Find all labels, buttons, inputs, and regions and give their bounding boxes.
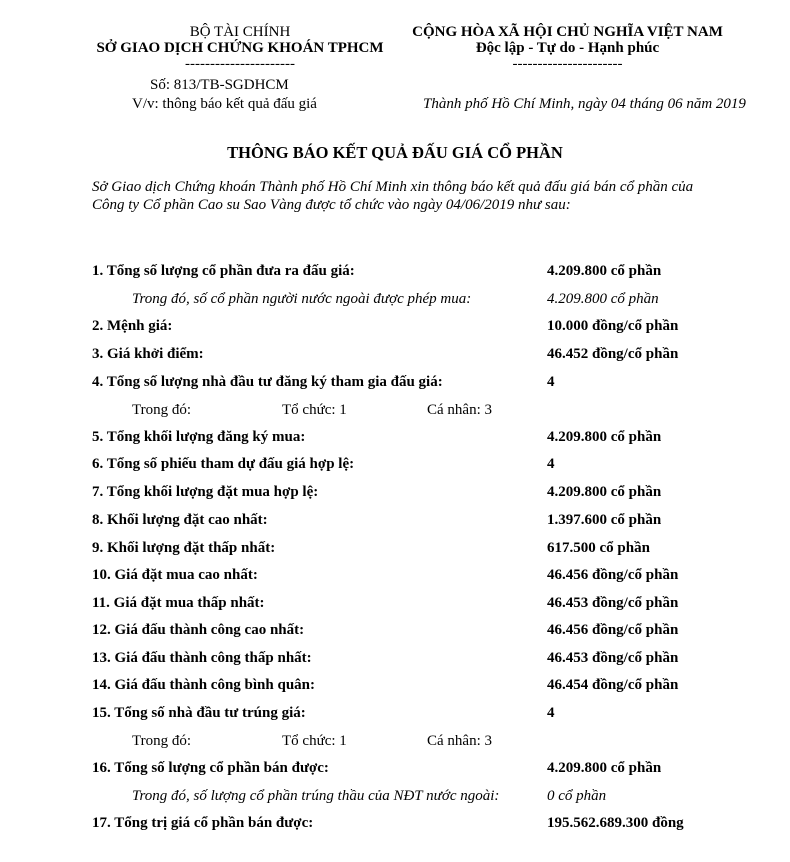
intro-line-2: Công ty Cổ phần Cao su Sao Vàng được tổ chức vào ngày 04/06/2019 như sau: bbox=[92, 197, 571, 213]
country-name: CỘNG HÒA XÃ HỘI CHỦ NGHĨA VIỆT NAM bbox=[412, 24, 723, 40]
item-label: 17. Tổng trị giá cổ phần bán được: bbox=[92, 815, 314, 831]
item-label: 11. Giá đặt mua thấp nhất: bbox=[92, 595, 265, 611]
item-value: 4.209.800 cổ phần bbox=[547, 760, 662, 776]
item-16-sub bbox=[92, 788, 752, 810]
item-13 bbox=[92, 650, 752, 672]
item-label: 3. Giá khởi điểm: bbox=[92, 346, 204, 362]
item-label: 15. Tổng số nhà đầu tư trúng giá: bbox=[92, 705, 306, 721]
item-label: Trong đó: bbox=[132, 733, 192, 749]
item-value: 4.209.800 cổ phần bbox=[547, 291, 659, 307]
item-value: 4.209.800 cổ phần bbox=[547, 263, 662, 279]
item-label: 16. Tổng số lượng cổ phần bán được: bbox=[92, 760, 329, 776]
item-value: 4.209.800 cổ phần bbox=[547, 484, 662, 500]
item-value: 1.397.600 cổ phần bbox=[547, 512, 662, 528]
item-label: 8. Khối lượng đặt cao nhất: bbox=[92, 512, 268, 528]
item-value: 195.562.689.300 đồng bbox=[547, 815, 684, 831]
date-line: Thành phố Hồ Chí Minh, ngày 04 tháng 06 năm 2019 bbox=[423, 96, 746, 112]
organization-count: Tổ chức: 1 bbox=[282, 733, 347, 749]
intro-line-1: Sở Giao dịch Chứng khoán Thành phố Hồ Chí Minh xin thông báo kết quả đấu giá bán cổ phần của bbox=[92, 179, 694, 195]
item-label: Trong đó: bbox=[132, 402, 192, 418]
document-title: THÔNG BÁO KẾT QUẢ ĐẤU GIÁ CỔ PHẦN bbox=[227, 143, 563, 162]
item-label: Trong đó, số cổ phần người nước ngoài được phép mua: bbox=[132, 291, 472, 307]
item-14 bbox=[92, 677, 752, 699]
item-value: 4 bbox=[547, 705, 555, 721]
item-value: 46.453 đồng/cổ phần bbox=[547, 595, 679, 611]
national-motto: Độc lập - Tự do - Hạnh phúc bbox=[475, 40, 660, 56]
item-label: Trong đó, số lượng cổ phần trúng thầu của NĐT nước ngoài: bbox=[132, 788, 500, 804]
item-3 bbox=[92, 346, 752, 368]
item-label: 1. Tổng số lượng cổ phần đưa ra đấu giá: bbox=[92, 263, 355, 279]
item-value: 10.000 đồng/cổ phần bbox=[547, 318, 679, 334]
item-label: 6. Tổng số phiếu tham dự đấu giá hợp lệ: bbox=[92, 456, 355, 472]
item-8 bbox=[92, 512, 752, 534]
ministry-name: BỘ TÀI CHÍNH bbox=[189, 24, 291, 40]
item-4 bbox=[92, 374, 752, 396]
item-label: 10. Giá đặt mua cao nhất: bbox=[92, 567, 258, 583]
item-value: 46.452 đồng/cổ phần bbox=[547, 346, 679, 362]
item-1-sub bbox=[92, 291, 752, 313]
item-16 bbox=[92, 760, 752, 782]
header-divider-left: ---------------------- bbox=[185, 56, 295, 72]
item-value: 4 bbox=[547, 456, 555, 472]
item-label: 7. Tổng khối lượng đặt mua hợp lệ: bbox=[92, 484, 319, 500]
item-value: 46.453 đồng/cổ phần bbox=[547, 650, 679, 666]
item-value: 46.454 đồng/cổ phần bbox=[547, 677, 679, 693]
item-value: 4 bbox=[547, 374, 555, 390]
item-12 bbox=[92, 622, 752, 644]
item-value: 617.500 cổ phần bbox=[547, 540, 650, 556]
subject-line: V/v: thông báo kết quả đấu giá bbox=[132, 96, 317, 112]
item-15-sub bbox=[92, 733, 752, 755]
organization-count: Tổ chức: 1 bbox=[282, 402, 347, 418]
item-label: 2. Mệnh giá: bbox=[92, 318, 173, 334]
item-9 bbox=[92, 540, 752, 562]
item-5 bbox=[92, 429, 752, 451]
item-value: 46.456 đồng/cổ phần bbox=[547, 622, 679, 638]
national-header bbox=[395, 24, 740, 72]
item-6 bbox=[92, 456, 752, 478]
item-label: 12. Giá đấu thành công cao nhất: bbox=[92, 622, 305, 638]
individual-count: Cá nhân: 3 bbox=[427, 402, 492, 418]
item-label: 4. Tổng số lượng nhà đầu tư đăng ký tham gia đấu giá: bbox=[92, 374, 443, 390]
item-label: 13. Giá đấu thành công thấp nhất: bbox=[92, 650, 312, 666]
item-label: 9. Khối lượng đặt thấp nhất: bbox=[92, 540, 276, 556]
issuer-block bbox=[70, 24, 410, 72]
exchange-name: SỞ GIAO DỊCH CHỨNG KHOÁN TPHCM bbox=[96, 40, 384, 56]
item-10 bbox=[92, 567, 752, 589]
item-1 bbox=[92, 263, 752, 285]
item-label: 14. Giá đấu thành công bình quân: bbox=[92, 677, 316, 693]
item-label: 5. Tổng khối lượng đăng ký mua: bbox=[92, 429, 306, 445]
header-divider-right: ---------------------- bbox=[512, 56, 623, 72]
item-value: 4.209.800 cổ phần bbox=[547, 429, 662, 445]
item-15 bbox=[92, 705, 752, 727]
item-value: 46.456 đồng/cổ phần bbox=[547, 567, 679, 583]
reference-number: Số: 813/TB-SGDHCM bbox=[150, 77, 289, 93]
item-4-sub bbox=[92, 402, 752, 424]
item-value: 0 cổ phần bbox=[547, 788, 607, 804]
intro-paragraph bbox=[92, 178, 693, 214]
item-2 bbox=[92, 318, 752, 340]
item-17 bbox=[92, 815, 752, 837]
item-11 bbox=[92, 595, 752, 617]
individual-count: Cá nhân: 3 bbox=[427, 733, 492, 749]
item-7 bbox=[92, 484, 752, 506]
